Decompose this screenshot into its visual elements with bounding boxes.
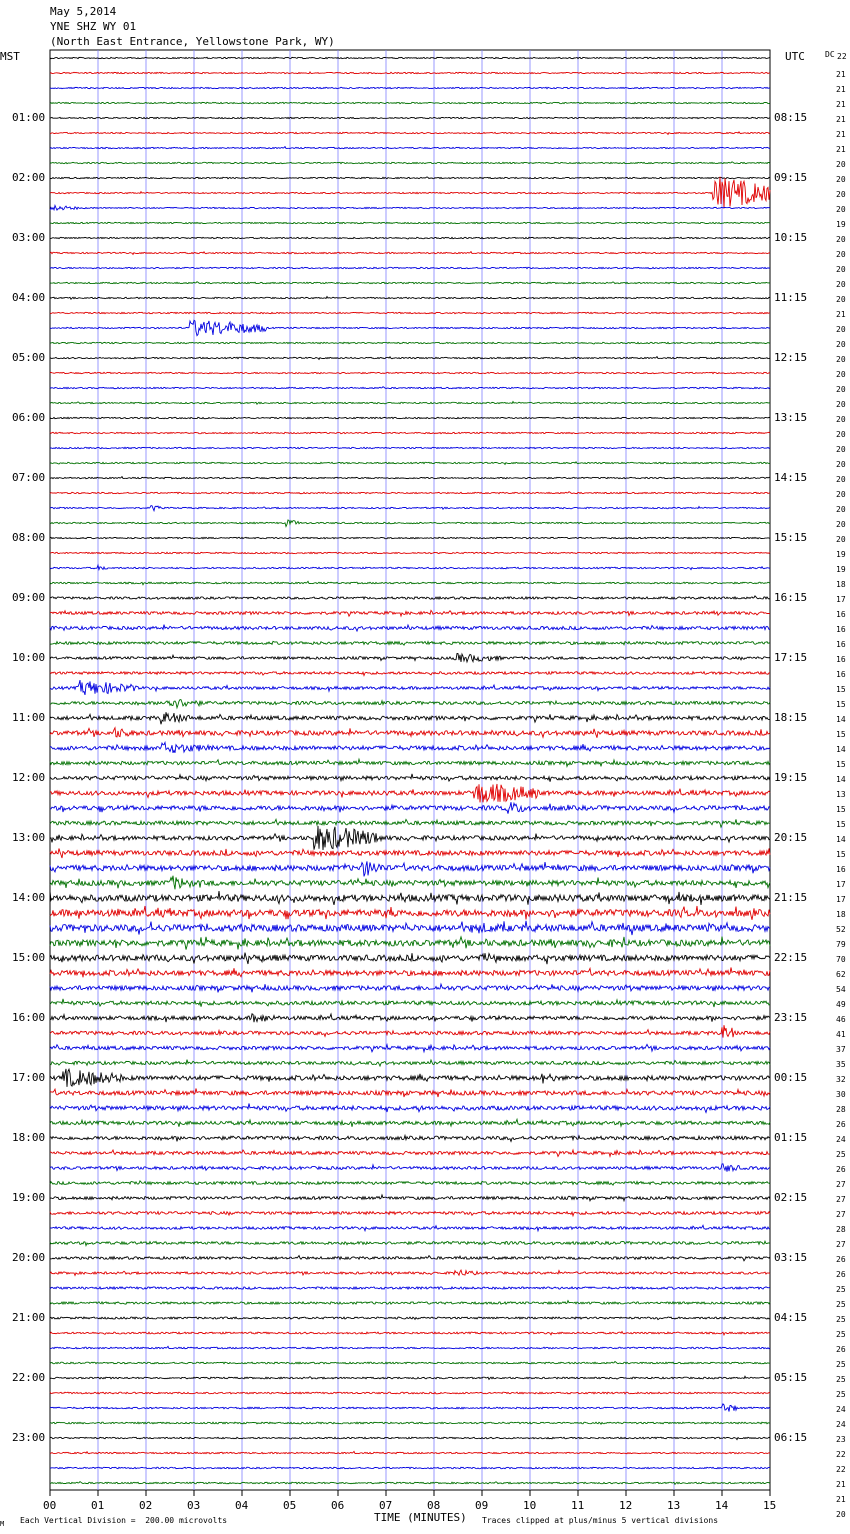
dc-value-label: 17: [836, 880, 846, 889]
trace-line-40: [50, 654, 770, 663]
dc-value-label: 21: [836, 1480, 846, 1489]
dc-value-label: 15: [836, 685, 846, 694]
plot-frame: [50, 50, 770, 1490]
scale-note: Each Vertical Division = 200.00 microvolts: [20, 1516, 228, 1525]
trace-line-58: [50, 921, 770, 935]
right-time-label: 05:15: [774, 1371, 808, 1384]
dc-value-label: 37: [836, 1045, 846, 1054]
right-time-label: 12:15: [774, 351, 808, 364]
trace-line-82: [50, 1287, 770, 1289]
right-time-label: 18:15: [774, 711, 808, 724]
right-time-label: 17:15: [774, 651, 808, 664]
dc-value-label: 22: [836, 1465, 846, 1474]
trace-line-70: [50, 1104, 770, 1113]
trace-line-15: [50, 282, 770, 284]
dc-value-label: 25: [836, 1390, 846, 1399]
right-time-label: 20:15: [774, 831, 808, 844]
x-tick-label: 00: [43, 1499, 57, 1512]
trace-line-17: [50, 312, 770, 313]
dc-value-label: 25: [836, 1330, 846, 1339]
right-timezone: UTC: [785, 50, 805, 63]
trace-line-66: [50, 1044, 770, 1051]
left-time-label: 07:00: [12, 471, 46, 484]
trace-line-31: [50, 520, 770, 527]
dc-value-label: 20: [836, 475, 846, 484]
dc-value-label: 20: [836, 175, 846, 184]
trace-line-14: [50, 267, 770, 269]
dc-value-label: 20: [836, 430, 846, 439]
trace-line-22: [50, 387, 770, 389]
dc-value-label: 18: [836, 580, 846, 589]
trace-line-84: [50, 1317, 770, 1320]
trace-line-54: [50, 861, 770, 876]
right-time-label: 02:15: [774, 1191, 808, 1204]
dc-value-label: 13: [836, 790, 846, 799]
trace-line-46: [50, 743, 770, 753]
dc-value-label: 26: [836, 1255, 846, 1264]
dc-value-label: 46: [836, 1015, 846, 1024]
right-time-label: 01:15: [774, 1131, 808, 1144]
x-tick-label: 07: [379, 1499, 393, 1512]
x-tick-label: 10: [523, 1499, 537, 1512]
x-tick-label: 08: [427, 1499, 441, 1512]
dc-value-label: 28: [836, 1225, 846, 1234]
trace-line-34: [50, 565, 770, 570]
dc-value-label: 14: [836, 835, 846, 844]
left-time-label: 09:00: [12, 591, 46, 604]
dc-value-label: 21: [836, 70, 846, 79]
trace-line-38: [50, 625, 770, 632]
dc-value-label: 16: [836, 610, 846, 619]
dc-value-label: 25: [836, 1300, 846, 1309]
trace-line-83: [50, 1301, 770, 1305]
dc-value-label: 20: [836, 265, 846, 274]
dc-value-label: 25: [836, 1150, 846, 1159]
trace-line-77: [50, 1212, 770, 1216]
trace-line-89: [50, 1392, 770, 1394]
left-time-label: 08:00: [12, 531, 46, 544]
trace-line-44: [50, 712, 770, 724]
trace-line-3: [50, 102, 770, 103]
dc-value-label: 32: [836, 1075, 846, 1084]
dc-value-label: 21: [836, 145, 846, 154]
dc-value-label: 30: [836, 1090, 846, 1099]
dc-value-label: 21: [836, 85, 846, 94]
dc-value-label: 14: [836, 715, 846, 724]
x-axis-ticks: [50, 1490, 770, 1496]
dc-value-label: 21: [836, 100, 846, 109]
dc-value-label: 20: [836, 400, 846, 409]
trace-line-7: [50, 162, 770, 164]
dc-value-label: 15: [836, 700, 846, 709]
trace-line-78: [50, 1225, 770, 1231]
trace-line-47: [50, 759, 770, 766]
x-tick-label: 13: [667, 1499, 681, 1512]
trace-line-65: [50, 1025, 770, 1037]
dc-value-label: 16: [836, 640, 846, 649]
trace-line-93: [50, 1451, 770, 1453]
dc-value-label: 20: [836, 505, 846, 514]
dc-value-label: 24: [836, 1135, 846, 1144]
trace-line-30: [50, 506, 770, 511]
header-date: May 5,2014: [50, 5, 117, 18]
dc-value-label: 15: [836, 820, 846, 829]
trace-line-33: [50, 552, 770, 553]
dc-value-label: 25: [836, 1315, 846, 1324]
left-time-label: 23:00: [12, 1431, 46, 1444]
left-time-label: 13:00: [12, 831, 46, 844]
right-time-label: 03:15: [774, 1251, 808, 1264]
dc-value-label: 20: [836, 355, 846, 364]
left-timezone: MST: [0, 50, 20, 63]
trace-line-9: [50, 177, 770, 209]
right-time-label: 11:15: [774, 291, 808, 304]
trace-line-39: [50, 641, 770, 645]
dc-header-label: DC: [825, 50, 835, 59]
dc-value-label: 20: [836, 415, 846, 424]
dc-value-label: 70: [836, 955, 846, 964]
trace-line-62: [50, 984, 770, 992]
trace-line-27: [50, 462, 770, 465]
dc-value-label: 15: [836, 730, 846, 739]
x-tick-label: 09: [475, 1499, 489, 1512]
left-time-label: 15:00: [12, 951, 46, 964]
seismic-traces: [50, 57, 770, 1484]
trace-line-13: [50, 252, 770, 255]
left-time-label: 16:00: [12, 1011, 46, 1024]
right-time-label: 22:15: [774, 951, 808, 964]
dc-value-label: 20: [836, 1510, 846, 1519]
trace-line-63: [50, 999, 770, 1007]
clip-note: Traces clipped at plus/minus 5 vertical divisions: [482, 1516, 719, 1525]
trace-line-52: [50, 826, 770, 850]
x-axis-label: TIME (MINUTES): [374, 1511, 467, 1524]
dc-value-label: 20: [836, 385, 846, 394]
trace-line-81: [50, 1270, 770, 1275]
right-time-label: 10:15: [774, 231, 808, 244]
dc-value-label: 25: [836, 1285, 846, 1294]
right-time-label: 23:15: [774, 1011, 808, 1024]
right-time-label: 09:15: [774, 171, 808, 184]
dc-value-label: 20: [836, 520, 846, 529]
minute-gridlines: [98, 50, 722, 1490]
trace-line-73: [50, 1150, 770, 1157]
trace-line-8: [50, 177, 770, 179]
left-time-label: 19:00: [12, 1191, 46, 1204]
dc-value-label: 26: [836, 1165, 846, 1174]
dc-value-label: 27: [836, 1240, 846, 1249]
dc-value-label: 17: [836, 595, 846, 604]
dc-value-label: 19: [836, 565, 846, 574]
dc-value-label: 16: [836, 865, 846, 874]
left-time-label: 02:00: [12, 171, 46, 184]
dc-value-label: 20: [836, 490, 846, 499]
left-time-label: 22:00: [12, 1371, 46, 1384]
left-time-label: 06:00: [12, 411, 46, 424]
dc-value-label: 35: [836, 1060, 846, 1069]
trace-line-2: [50, 87, 770, 88]
left-time-label: 17:00: [12, 1071, 46, 1084]
dc-value-label: 23: [836, 1435, 846, 1444]
x-tick-label: 12: [619, 1499, 633, 1512]
trace-line-86: [50, 1346, 770, 1349]
trace-line-48: [50, 774, 770, 782]
trace-line-20: [50, 357, 770, 360]
left-time-label: 20:00: [12, 1251, 46, 1264]
trace-line-37: [50, 610, 770, 616]
x-tick-label: 02: [139, 1499, 153, 1512]
trace-line-79: [50, 1241, 770, 1245]
right-time-label: 14:15: [774, 471, 808, 484]
right-time-label: 06:15: [774, 1431, 808, 1444]
dc-value-label: 16: [836, 670, 846, 679]
trace-line-68: [50, 1069, 770, 1087]
trace-line-26: [50, 447, 770, 448]
trace-line-21: [50, 372, 770, 374]
dc-value-label: 21: [836, 130, 846, 139]
trace-line-75: [50, 1181, 770, 1185]
dc-value-label: 20: [836, 250, 846, 259]
x-tick-label: 01: [91, 1499, 105, 1512]
trace-line-50: [50, 802, 770, 813]
dc-value-label: 20: [836, 205, 846, 214]
dc-value-label: 79: [836, 940, 846, 949]
trace-line-11: [50, 222, 770, 223]
dc-value-label: 21: [836, 310, 846, 319]
trace-line-69: [50, 1089, 770, 1098]
dc-value-label: 20: [836, 370, 846, 379]
trace-line-61: [50, 968, 770, 978]
header-station: YNE SHZ WY 01: [50, 20, 137, 33]
dc-value-label: 24: [836, 1420, 846, 1429]
left-time-label: 14:00: [12, 891, 46, 904]
trace-line-43: [50, 700, 770, 708]
x-tick-label: 04: [235, 1499, 249, 1512]
trace-line-42: [50, 680, 770, 695]
trace-line-23: [50, 402, 770, 405]
dc-value-label: 20: [836, 160, 846, 169]
trace-line-80: [50, 1256, 770, 1261]
trace-line-35: [50, 581, 770, 584]
trace-line-92: [50, 1437, 770, 1439]
trace-line-90: [50, 1404, 770, 1412]
dc-value-label: 18: [836, 910, 846, 919]
x-tick-label: 05: [283, 1499, 297, 1512]
trace-line-36: [50, 596, 770, 599]
trace-line-60: [50, 953, 770, 965]
dc-value-label: 52: [836, 925, 846, 934]
trace-line-59: [50, 937, 770, 950]
dc-value-label: 19: [836, 220, 846, 229]
dc-value-label: 22: [836, 1450, 846, 1459]
x-tick-label: 06: [331, 1499, 345, 1512]
right-time-label: 08:15: [774, 111, 808, 124]
footer-marker: M: [0, 1520, 5, 1528]
trace-line-29: [50, 492, 770, 494]
dc-value-label: 20: [836, 235, 846, 244]
dc-value-label: 17: [836, 895, 846, 904]
dc-value-label: 26: [836, 1345, 846, 1354]
dc-value-label: 20: [836, 295, 846, 304]
trace-line-57: [50, 906, 770, 920]
dc-value-label: 16: [836, 625, 846, 634]
right-time-label: 21:15: [774, 891, 808, 904]
dc-value-label: 15: [836, 805, 846, 814]
dc-value-label: 49: [836, 1000, 846, 1009]
dc-value-label: 15: [836, 760, 846, 769]
trace-line-49: [50, 784, 770, 802]
dc-value-label: 41: [836, 1030, 846, 1039]
x-tick-label: 15: [763, 1499, 777, 1512]
trace-line-16: [50, 297, 770, 300]
trace-line-1: [50, 72, 770, 74]
trace-line-64: [50, 1014, 770, 1022]
trace-line-5: [50, 132, 770, 135]
trace-line-28: [50, 477, 770, 479]
left-time-label: 04:00: [12, 291, 46, 304]
dc-value-label: 24: [836, 1405, 846, 1414]
left-time-label: 11:00: [12, 711, 46, 724]
trace-line-74: [50, 1164, 770, 1172]
x-tick-label: 14: [715, 1499, 729, 1512]
trace-line-88: [50, 1376, 770, 1379]
dc-value-label: 20: [836, 340, 846, 349]
trace-line-6: [50, 147, 770, 149]
dc-value-label: 27: [836, 1210, 846, 1219]
left-time-label: 18:00: [12, 1131, 46, 1144]
dc-value-label: 20: [836, 280, 846, 289]
trace-line-87: [50, 1362, 770, 1364]
trace-line-45: [50, 728, 770, 738]
dc-value-label: 20: [836, 325, 846, 334]
dc-value-label: 26: [836, 1270, 846, 1279]
left-time-label: 01:00: [12, 111, 46, 124]
dc-value-label: 25: [836, 1375, 846, 1384]
dc-value-label: 21: [836, 115, 846, 124]
trace-line-10: [50, 206, 770, 211]
left-time-label: 10:00: [12, 651, 46, 664]
dc-value-label: 20: [836, 460, 846, 469]
right-time-label: 00:15: [774, 1071, 808, 1084]
trace-line-24: [50, 417, 770, 418]
trace-line-51: [50, 819, 770, 827]
header-location: (North East Entrance, Yellowstone Park, WY): [50, 35, 335, 48]
x-tick-label: 11: [571, 1499, 585, 1512]
dc-value-label: 20: [836, 445, 846, 454]
dc-value-label: 15: [836, 850, 846, 859]
trace-line-71: [50, 1119, 770, 1127]
dc-value-label: 21: [836, 1495, 846, 1504]
left-time-label: 21:00: [12, 1311, 46, 1324]
left-time-label: 03:00: [12, 231, 46, 244]
right-time-label: 13:15: [774, 411, 808, 424]
dc-value-label: 16: [836, 655, 846, 664]
trace-line-12: [50, 237, 770, 239]
dc-value-label: 19: [836, 550, 846, 559]
dc-value-label: 27: [836, 1180, 846, 1189]
dc-value-label: 25: [836, 1360, 846, 1369]
trace-line-25: [50, 432, 770, 433]
trace-line-56: [50, 891, 770, 905]
right-time-label: 19:15: [774, 771, 808, 784]
right-time-label: 15:15: [774, 531, 808, 544]
trace-line-0: [50, 57, 770, 58]
trace-line-18: [50, 320, 770, 335]
dc-value-label: 20: [836, 535, 846, 544]
right-time-label: 16:15: [774, 591, 808, 604]
trace-line-4: [50, 117, 770, 118]
trace-line-94: [50, 1467, 770, 1469]
dc-value-label: 20: [836, 190, 846, 199]
dc-value-label: 26: [836, 1120, 846, 1129]
left-time-label: 05:00: [12, 351, 46, 364]
dc-value-label: 14: [836, 745, 846, 754]
right-time-label: 04:15: [774, 1311, 808, 1324]
trace-line-55: [50, 876, 770, 890]
dc-value-label: 22: [837, 52, 847, 61]
trace-line-67: [50, 1060, 770, 1067]
dc-value-label: 54: [836, 985, 846, 994]
trace-line-41: [50, 672, 770, 676]
trace-line-19: [50, 342, 770, 344]
x-tick-label: 03: [187, 1499, 201, 1512]
trace-line-91: [50, 1422, 770, 1424]
dc-value-label: 62: [836, 970, 846, 979]
trace-line-32: [50, 537, 770, 538]
dc-value-label: 14: [836, 775, 846, 784]
left-time-label: 12:00: [12, 771, 46, 784]
trace-line-72: [50, 1136, 770, 1142]
trace-line-95: [50, 1482, 770, 1485]
trace-line-53: [50, 849, 770, 859]
trace-line-85: [50, 1332, 770, 1335]
trace-line-76: [50, 1195, 770, 1201]
dc-value-label: 28: [836, 1105, 846, 1114]
dc-value-label: 27: [836, 1195, 846, 1204]
